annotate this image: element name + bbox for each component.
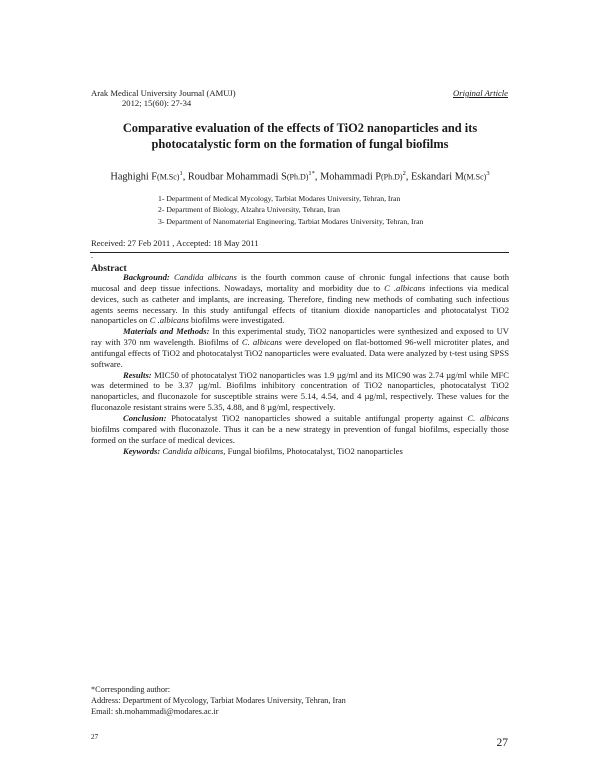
abstract-conclusion: Conclusion: Photocatalyst TiO2 nanoparticles showed a suitable antifungal property against C. albicans biofilms compared with fluconazole. Thus it can be a new strategy in prevention of fungal biofilms, especially those formed on the surface of medical devices. (91, 412, 509, 445)
affiliations (158, 193, 423, 227)
journal-name: Arak Medical University Journal (AMUJ) (91, 88, 236, 98)
author-list: Haghighi $F(M.Sc)^1$, Roudbar Mohammadi $S(Ph.D)^{1*}$, Mohammadi $P(Ph.D)^2$, Eskandari $M(M.Sc)^3$ (110, 170, 490, 183)
article-type: Original Article (453, 88, 508, 98)
author-degree: (Ph.D) (286, 172, 309, 182)
paper-title (90, 120, 510, 152)
author-degree: (M.Sc) (463, 172, 487, 182)
journal-volume: 2012; 15(60): 27-34 (122, 98, 192, 108)
abstract-results: Results: MIC50 of photocatalyst TiO2 nanoparticles was 1.9 µg/ml and its MIC90 was 2.74 µg/ml while MFC was determined to be 3.37 µg/ml. Biofilms inhibitory concentration of TiO2 nanoparticles, photocatalyst TiO2 nanoparticles, and fluconazole for susceptible strains were 5.14, 4.54, and 4 µg/ml, respectively. These values for the fluconazole resistant strains were 5.35, 4.88, and 8 µg/ml, respectively. (91, 369, 509, 413)
corresponding-author (91, 684, 346, 717)
page-number-small: 27 (91, 733, 99, 741)
corresponding-label: *Corresponding author: (91, 685, 171, 694)
abstract-methods: Materials and Methods: In this experimental study, TiO2 nanoparticles were synthesized and exposed to UV ray with 370 nm wavelength. Biofilms of C. albicans were developed on flat-bottomed 96-well microtiter plates, and antifungal effects of TiO2 and photocatalyst TiO2 nanoparticles were evaluated. Data were analyzed by t-test using SPSS software. (91, 326, 509, 369)
title-line-1: Comparative evaluation of the effects of TiO2 nanoparticles and its (122, 121, 478, 135)
page-number: 27 (496, 737, 508, 749)
author-name: Roudbar Mohammadi S (187, 171, 287, 183)
author-name: Haghighi F (110, 171, 158, 183)
affiliation-item: 3- Department of Nanomaterial Engineering, Tarbiat Modares University, Tehran, Iran (158, 216, 424, 226)
abstract-keywords: Keywords: Candida albicans, Fungal biofilms, Photocatalyst, TiO2 nanoparticles (123, 445, 403, 456)
author-degree: (M.Sc) (157, 172, 180, 182)
corresponding-address: Address: Department of Mycology, Tarbiat Modares University, Tehran, Iran (91, 696, 346, 705)
affiliation-item: 2- Department of Biology, Alzahra University, Tehran, Iran (158, 205, 340, 215)
received-dates: Received: 27 Feb 2011 , Accepted: 18 May 2011 (91, 238, 259, 248)
affiliation-item: 1- Department of Medical Mycology, Tarbiat Modares University, Tehran, Iran (158, 194, 401, 203)
abstract-body (91, 272, 509, 456)
author-affiliation-mark: 1 (179, 170, 183, 177)
author-affiliation-mark: 3 (486, 170, 490, 177)
abstract-background: Background: Candida albicans is the fourth common cause of chronic fungal infections that cause both mucosal and deep tissue infections. Nowadays, mortality and morbidity due to C .albicans infections via medical devices, such as catheter and implants, are increasing. Therefore, finding new methods of combating such infectious agents seems necessary. In this study antifungal effects of titanium dioxide nanoparticles and photocatalyst TiO2 nanoparticles on C .albicans biofilms were investigated. (91, 272, 509, 326)
author-degree: (Ph.D) (381, 172, 403, 182)
divider-dot: . (91, 251, 93, 260)
author-affiliation-mark: 1* (308, 170, 315, 177)
author-name: Mohammadi P (320, 171, 381, 183)
corresponding-email: Email: sh.mohammadi@modares.ac.ir (91, 707, 219, 716)
divider (90, 252, 509, 253)
title-line-2: photocatalystic form on the formation of fungal biofilms (151, 137, 449, 151)
author-name: Eskandari M (410, 171, 464, 183)
author-affiliation-mark: 2 (402, 170, 406, 177)
abstract-heading: Abstract (91, 263, 127, 274)
